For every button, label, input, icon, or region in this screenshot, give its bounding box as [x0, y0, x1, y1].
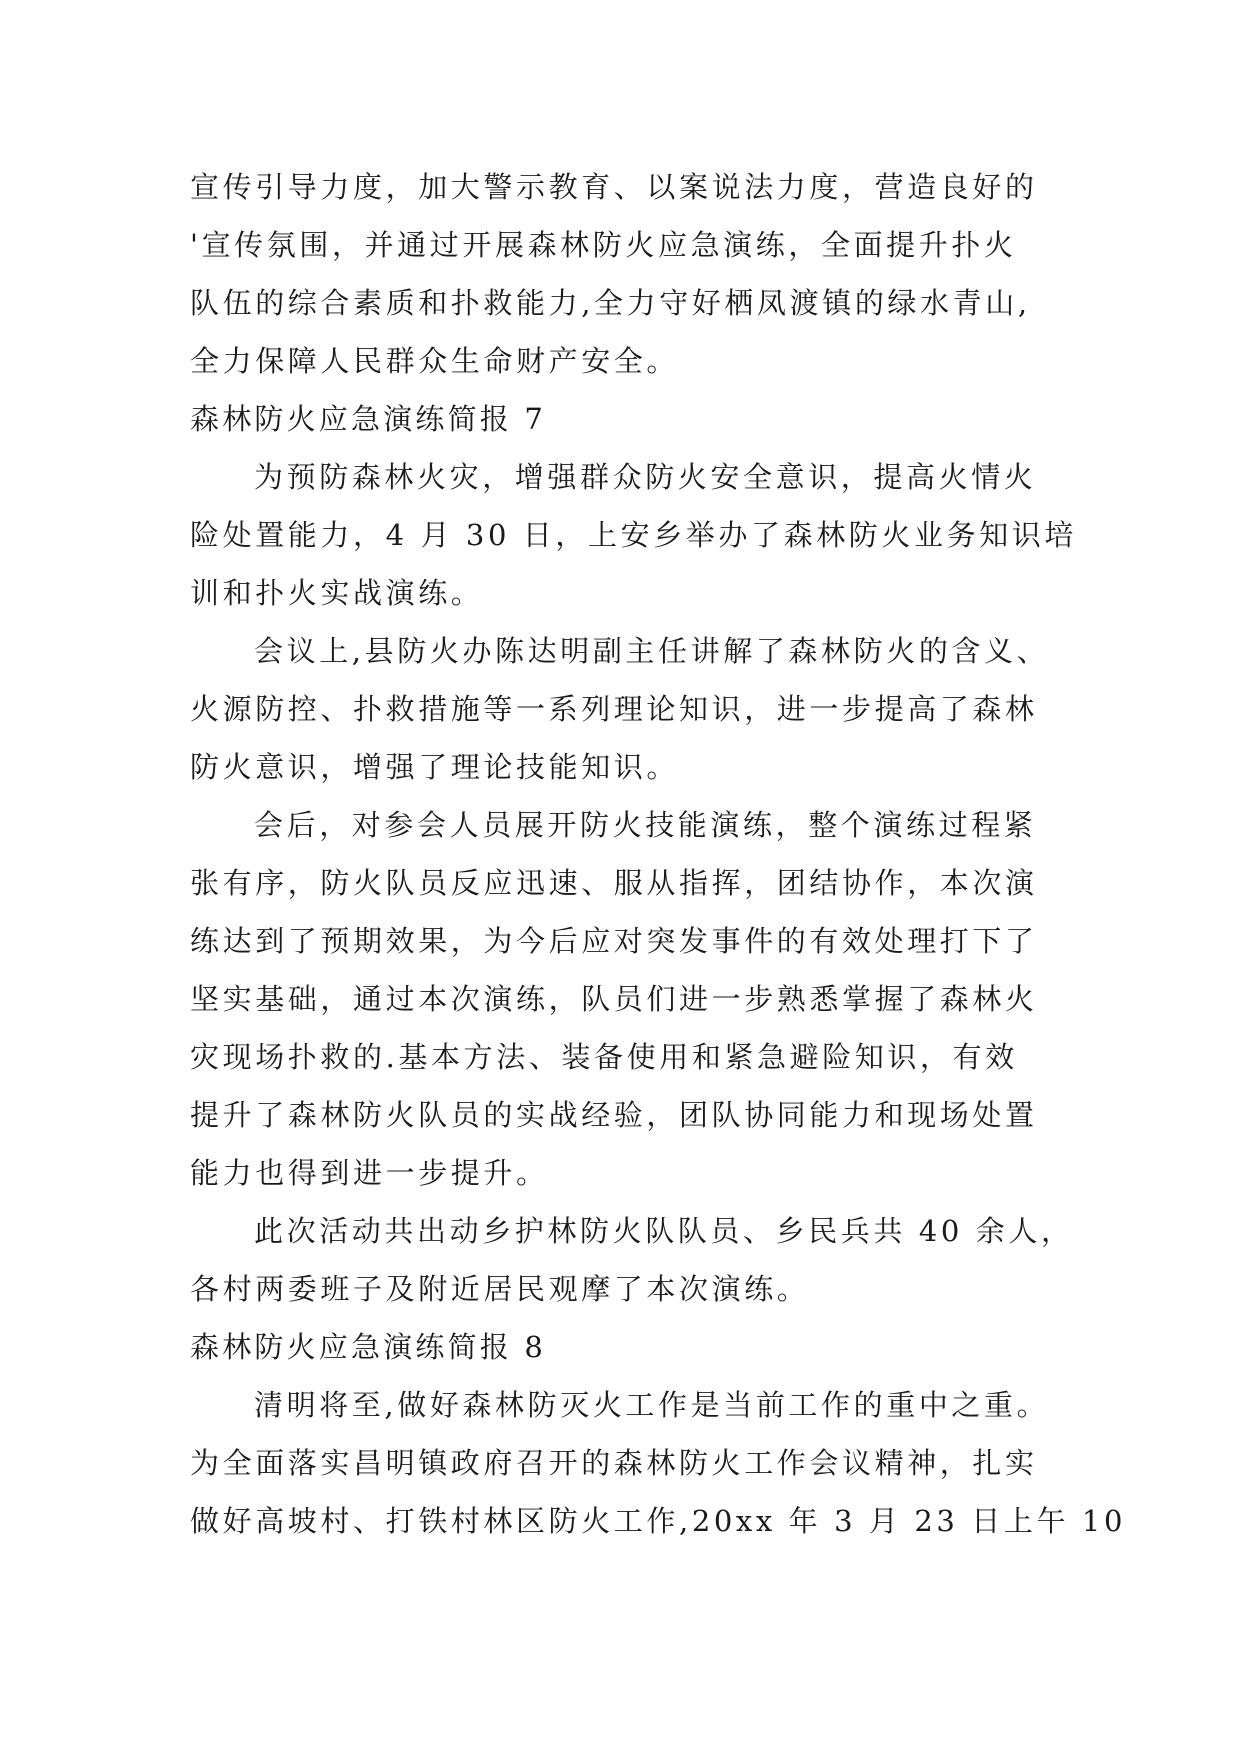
text-line: 各村两委班子及附近居民观摩了本次演练。 — [190, 1272, 810, 1306]
text-line: 宣传引导力度，加大警示教育、以案说法力度，营造良好的 — [190, 170, 1038, 204]
text-line: 提升了森林防火队员的实战经验，团队协同能力和现场处置 — [190, 1098, 1038, 1132]
document-body — [190, 158, 1126, 1550]
text-line: 会后，对参会人员展开防火技能演练，整个演练过程紧 — [254, 808, 1037, 842]
text-line: 队伍的综合素质和扑救能力,全力守好栖凤渡镇的绿水青山, — [190, 286, 1031, 320]
text-line: 清明将至,做好森林防灭火工作是当前工作的重中之重。 — [254, 1388, 1050, 1422]
text-line: 防火意识，增强了理论技能知识。 — [190, 750, 680, 784]
text-line: 做好高坡村、打铁村林区防火工作,20xx 年 3 月 23 日上午 10 — [190, 1504, 1126, 1538]
text-line: 坚实基础，通过本次演练，队员们进一步熟悉掌握了森林火 — [190, 982, 1038, 1016]
text-line: '宣传氛围，并通过开展森林防火应急演练，全面提升扑火 — [190, 228, 1017, 262]
text-line: 训和扑火实战演练。 — [190, 576, 484, 610]
paragraph — [190, 1202, 1090, 1318]
section-heading-7: 森林防火应急演练简报 7 — [190, 402, 547, 436]
text-line: 能力也得到进一步提升。 — [190, 1156, 549, 1190]
text-line: 练达到了预期效果，为今后应对突发事件的有效处理打下了 — [190, 924, 1038, 958]
text-line: 全力保障人民群众生命财产安全。 — [190, 344, 680, 378]
text-line: 为预防森林火灾，增强群众防火安全意识，提高火情火 — [254, 460, 1037, 494]
text-line: 会议上,县防火办陈达明副主任讲解了森林防火的含义、 — [254, 634, 1050, 668]
paragraph — [190, 1376, 1126, 1550]
text-line: 张有序，防火队员反应迅速、服从指挥，团结协作，本次演 — [190, 866, 1038, 900]
paragraph-continuation — [190, 158, 1090, 390]
paragraph — [190, 622, 1090, 796]
text-line: 此次活动共出动乡护林防火队队员、乡民兵共 40 余人， — [254, 1214, 1074, 1248]
text-line: 灾现场扑救的.基本方法、装备使用和紧急避险知识，有效 — [190, 1040, 1018, 1074]
text-line: 为全面落实昌明镇政府召开的森林防火工作会议精神，扎实 — [190, 1446, 1038, 1480]
text-line: 火源防控、扑救措施等一系列理论知识，进一步提高了森林 — [190, 692, 1038, 726]
section-heading-8: 森林防火应急演练简报 8 — [190, 1330, 547, 1364]
text-line: 险处置能力，4 月 30 日，上安乡举办了森林防火业务知识培 — [190, 518, 1078, 552]
paragraph — [190, 796, 1090, 1202]
paragraph — [190, 448, 1090, 622]
